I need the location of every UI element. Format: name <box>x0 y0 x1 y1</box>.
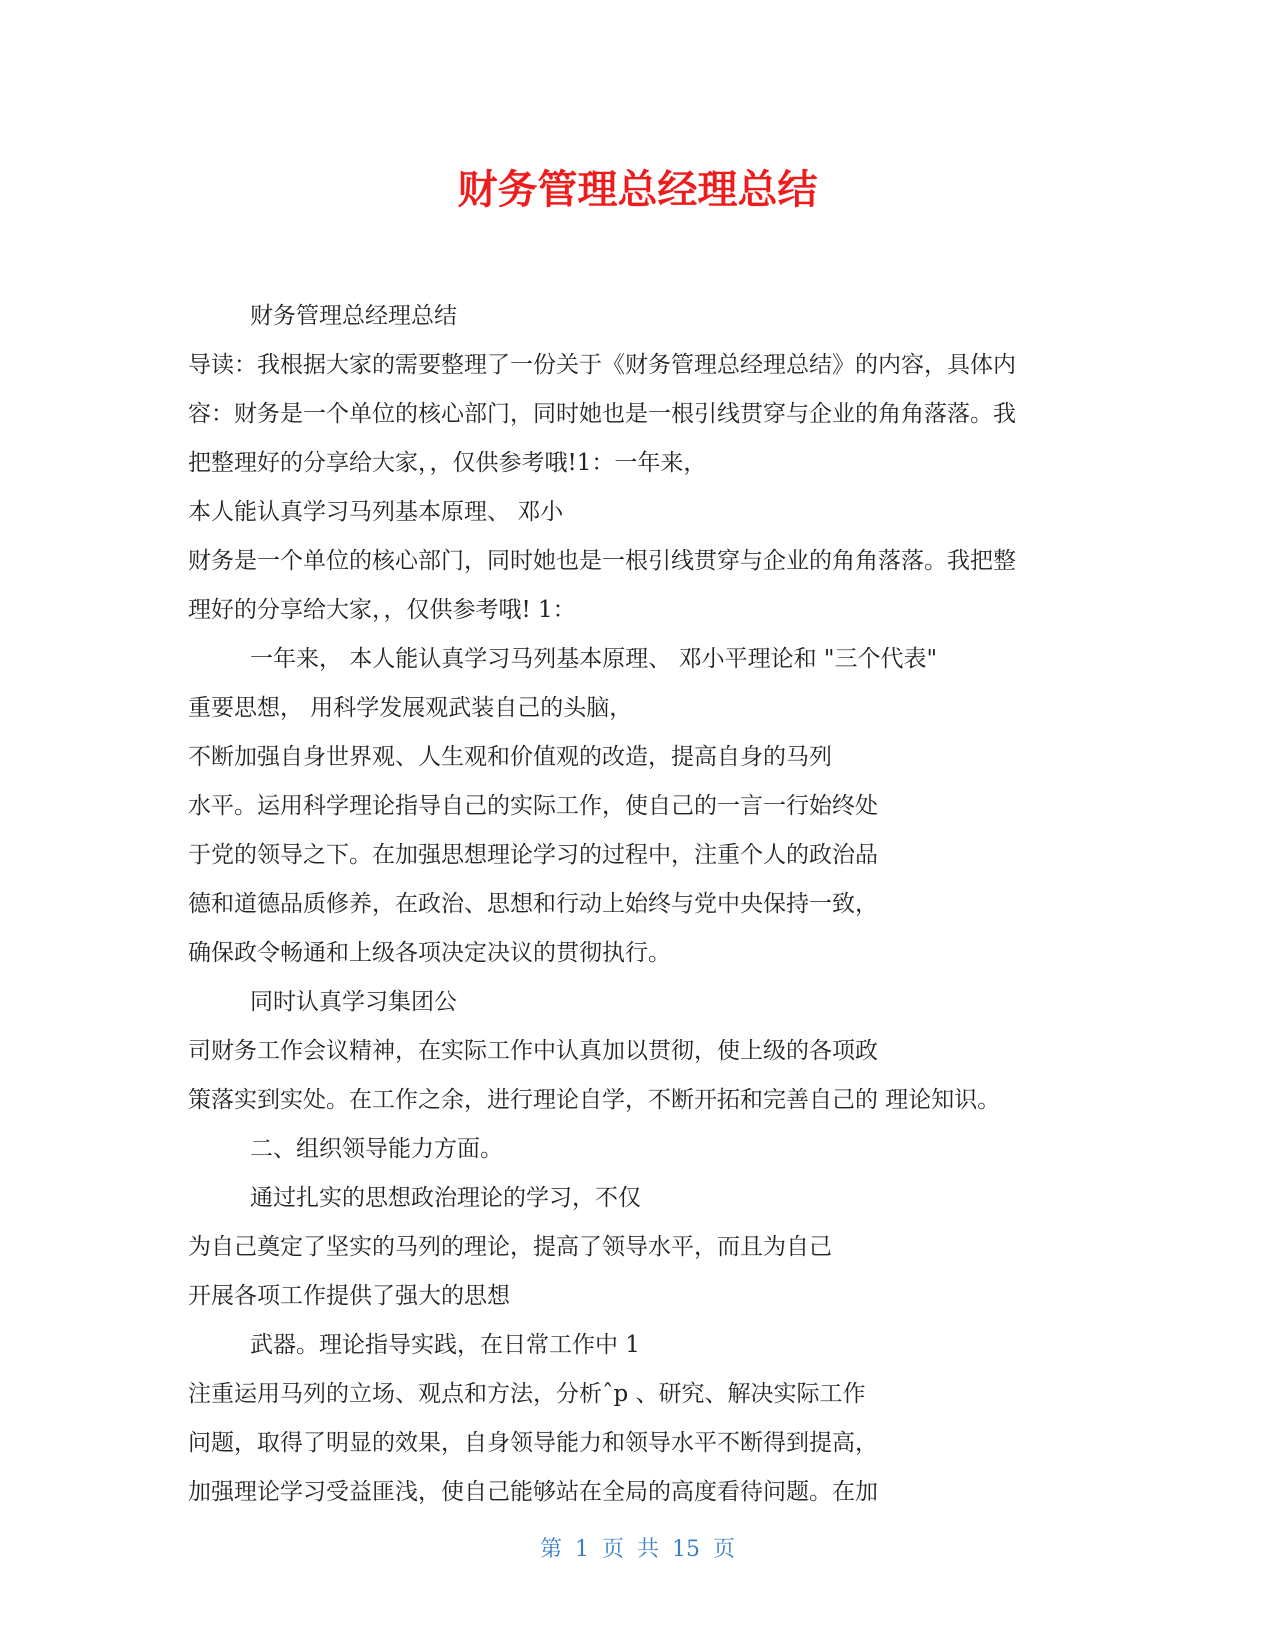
paragraph-line: 德和道德品质修养，在政治、思想和行动上始终与党中央保持一致， <box>188 891 878 917</box>
paragraph-line: 策落实到实处。在工作之余，进行理论自学，不断开拓和完善自己的 理论知识。 <box>188 1087 1001 1113</box>
paragraph-line: 重要思想， 用科学发展观武装自己的头脑， <box>188 695 633 721</box>
paragraph-line: 武器。理论指导实践，在日常工作中 1 <box>250 1332 640 1358</box>
paragraph-line: 容：财务是一个单位的核心部门，同时她也是一根引线贯穿与企业的角角落落。我 <box>188 401 1016 427</box>
paragraph-line: 确保政令畅通和上级各项决定决议的贯彻执行。 <box>188 940 671 966</box>
paragraph-line: 把整理好的分享给大家，，仅供参考哦!1：一年来， <box>188 450 707 476</box>
paragraph-line: 财务管理总经理总结 <box>250 303 457 329</box>
paragraph-line: 理好的分享给大家，，仅供参考哦! 1： <box>188 597 576 623</box>
document-title: 财务管理总经理总结 <box>457 167 818 213</box>
paragraph-line: 本人能认真学习马列基本原理、 邓小 <box>188 499 564 525</box>
paragraph-line: 通过扎实的思想政治理论的学习，不仅 <box>250 1185 641 1211</box>
paragraph-line: 开展各项工作提供了强大的思想 <box>188 1283 510 1309</box>
paragraph-line: 于党的领导之下。在加强思想理论学习的过程中，注重个人的政治品 <box>188 842 878 868</box>
paragraph-line: 财务是一个单位的核心部门，同时她也是一根引线贯穿与企业的角角落落。我把整 <box>188 548 1016 574</box>
paragraph-line: 为自己奠定了坚实的马列的理论，提高了领导水平，而且为自己 <box>188 1234 832 1260</box>
paragraph-line: 二、组织领导能力方面。 <box>250 1136 503 1162</box>
paragraph-line: 问题，取得了明显的效果，自身领导能力和领导水平不断得到提高， <box>188 1430 878 1456</box>
paragraph-line: 同时认真学习集团公 <box>250 989 457 1015</box>
page-footer: 第 1 页 共 15 页 <box>540 1537 735 1562</box>
paragraph-line: 一年来， 本人能认真学习马列基本原理、 邓小平理论和 "三个代表" <box>250 646 938 672</box>
paragraph-line: 注重运用马列的立场、观点和方法，分析ˆp 、研究、解决实际工作 <box>188 1381 866 1407</box>
paragraph-line: 不断加强自身世界观、人生观和价值观的改造，提高自身的马列 <box>188 744 832 770</box>
document-body <box>188 292 1088 1517</box>
paragraph-line: 加强理论学习受益匪浅，使自己能够站在全局的高度看待问题。在加 <box>188 1479 878 1505</box>
paragraph-line: 司财务工作会议精神，在实际工作中认真加以贯彻，使上级的各项政 <box>188 1038 878 1064</box>
paragraph-line: 水平。运用科学理论指导自己的实际工作，使自己的一言一行始终处 <box>188 793 878 819</box>
paragraph-line: 导读：我根据大家的需要整理了一份关于《财务管理总经理总结》的内容，具体内 <box>188 352 1016 378</box>
